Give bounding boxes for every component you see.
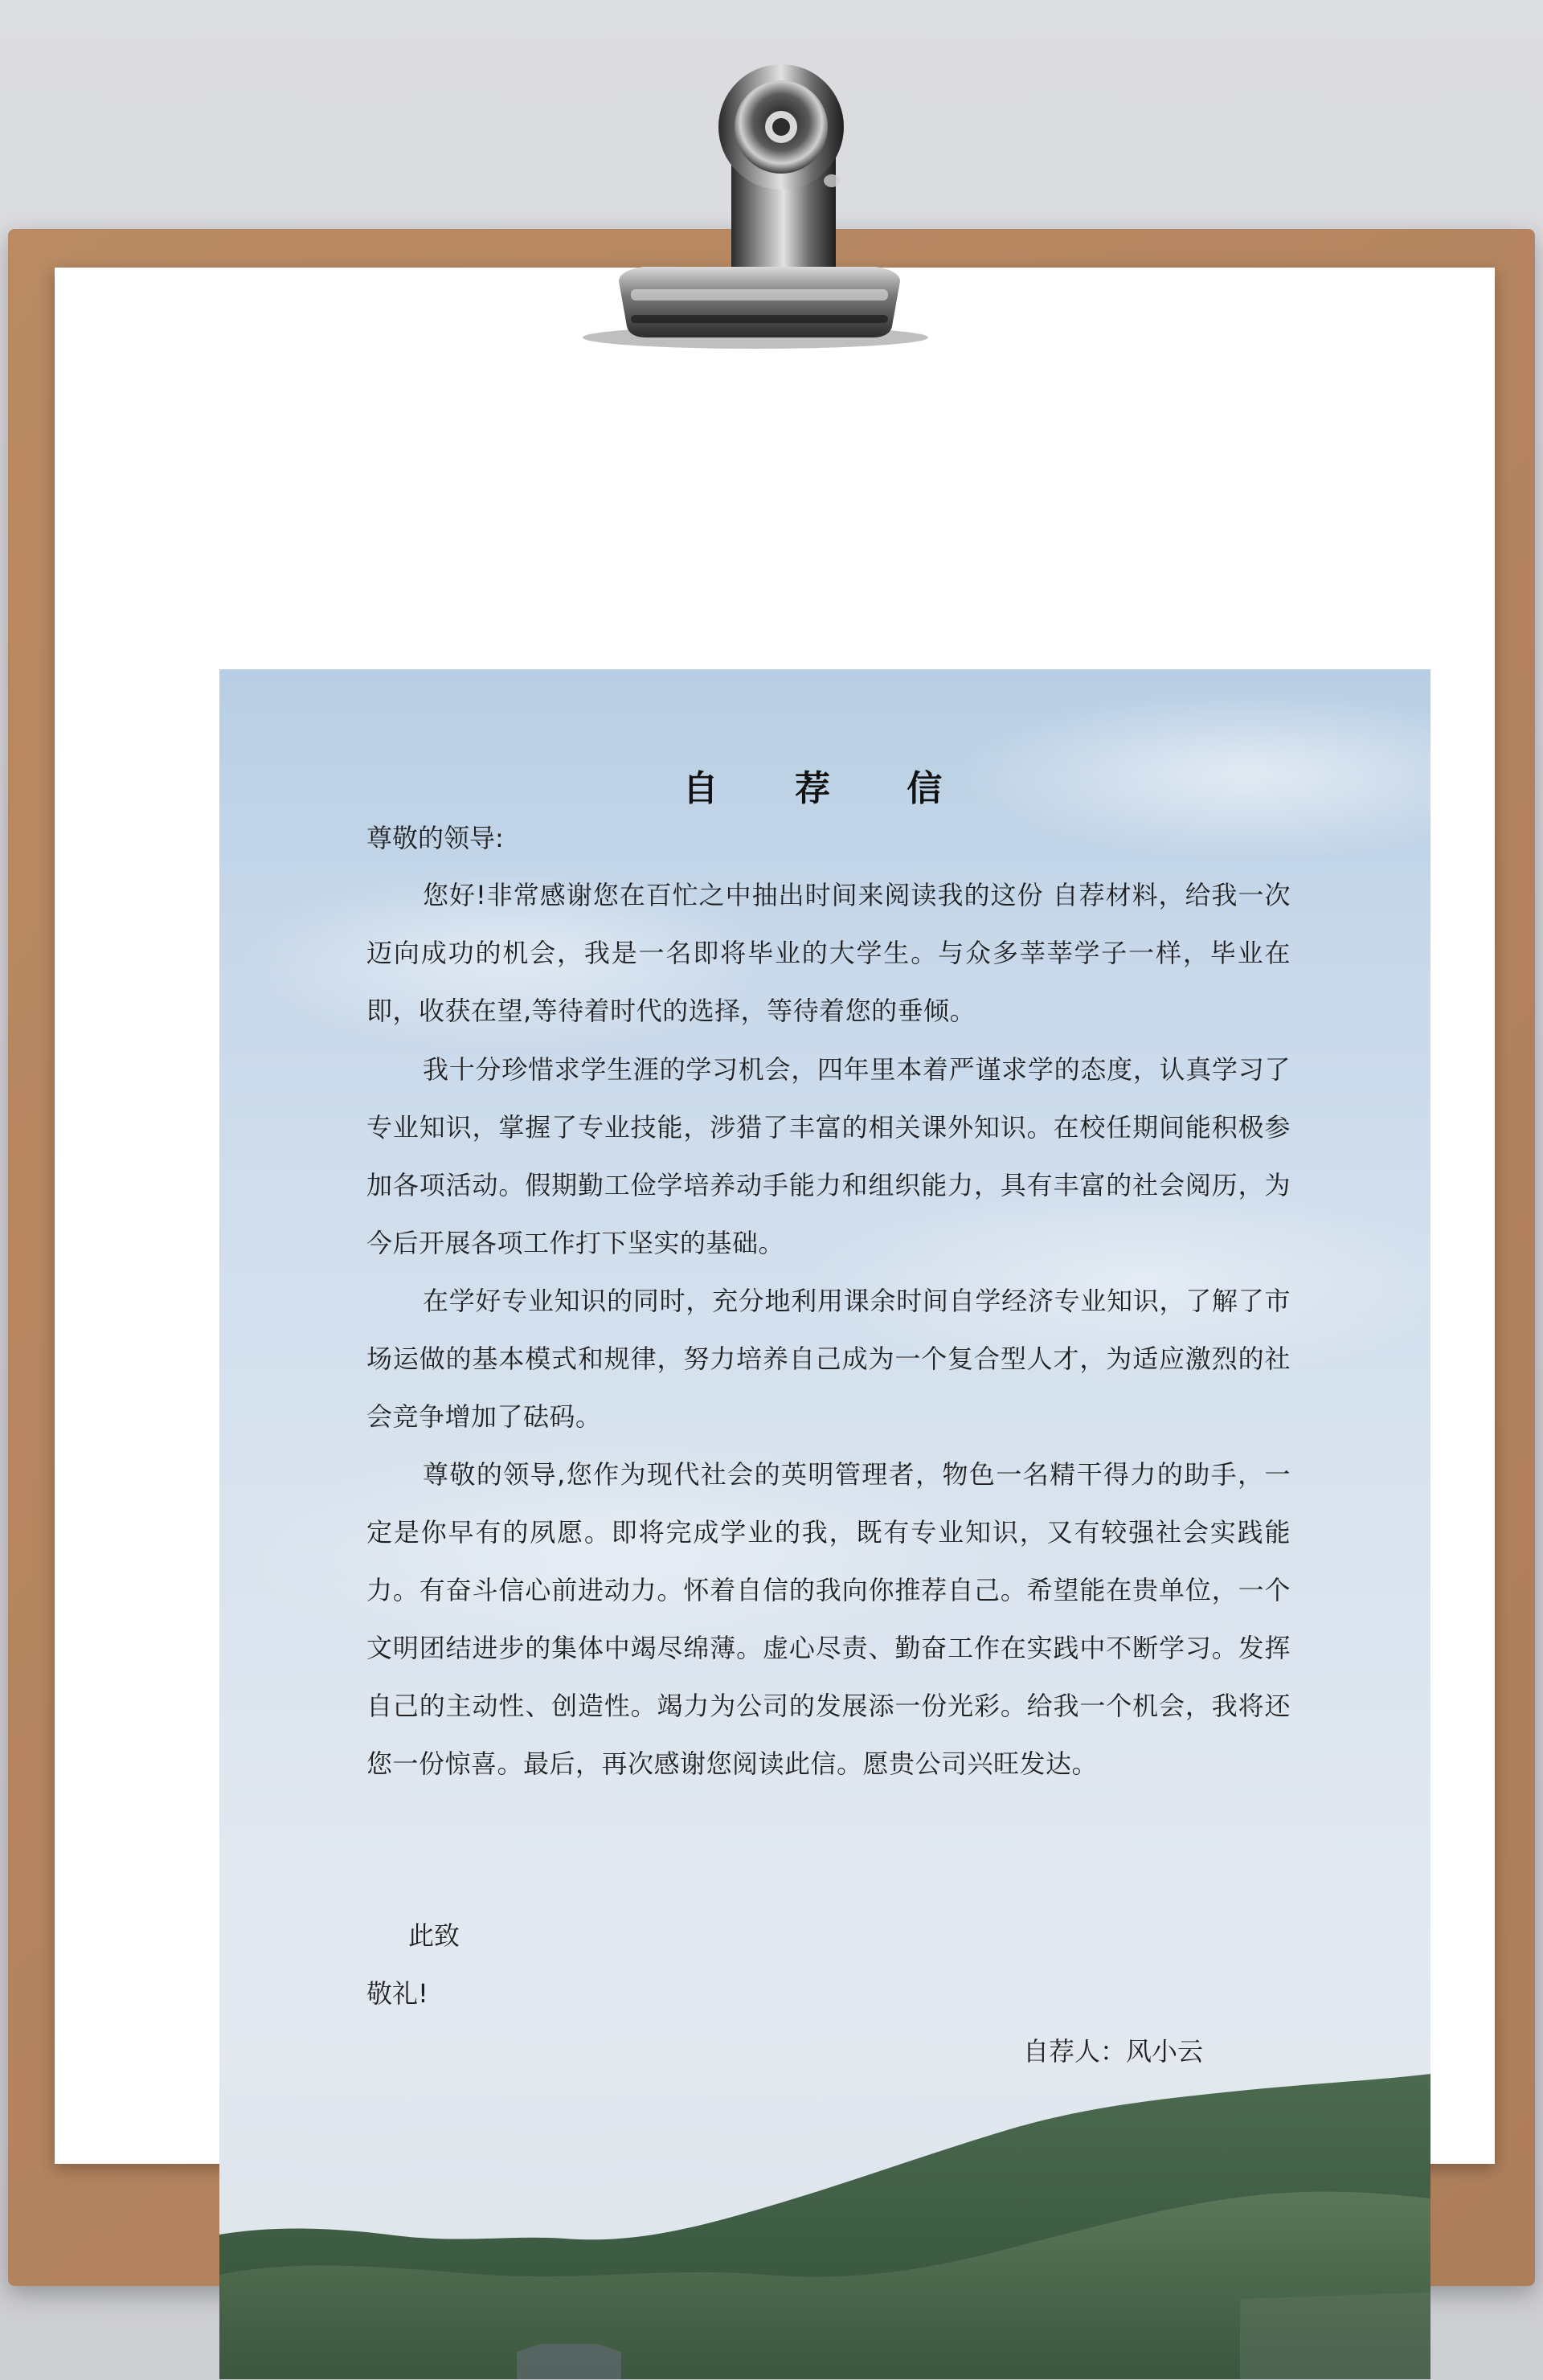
- letter-page: [219, 669, 1430, 2379]
- paper-sheet: [55, 268, 1495, 2164]
- paragraph-3: 在学好专业知识的同时，充分地利用课余时间自学经济专业知识，了解了市场运做的基本模式和规律，努力培养自己成为一个复合型人才，为适应激烈的社会竞争增加了砝码。: [366, 1286, 1291, 1432]
- binder-clip-icon: [563, 48, 948, 354]
- signature: 自荐人：风小云: [1023, 2036, 1204, 2067]
- closing-line-1: 此致: [408, 1920, 460, 1951]
- letter-title: 自 荐 信: [682, 768, 975, 809]
- mountain-landscape: [219, 2074, 1430, 2379]
- salutation: 尊敬的领导:: [366, 823, 504, 853]
- paragraph-2: 我十分珍惜求学生涯的学习机会，四年里本着严谨求学的态度，认真学习了专业知识，掌握了专业技能，涉猎了丰富的相关课外知识。在校任期间能积极参加各项活动。假期勤工俭学培养动手能力和组织能力，具有丰富的社会阅历，为今后开展各项工作打下坚实的基础。: [366, 1054, 1291, 1258]
- closing-line-2: 敬礼!: [366, 1978, 428, 2009]
- paragraph-4: 尊敬的领导,您作为现代社会的英明管理者，物色一名精干得力的助手，一定是你早有的夙愿。即将完成学业的我，既有专业知识，又有较强社会实践能力。有奋斗信心前进动力。怀着自信的我向你推荐自己。希望能在贵单位，一个文明团结进步的集体中竭尽绵薄。虚心尽责、勤奋工作在实践中不断学习。发挥自己的主动性、创造性。竭力为公司的发展添一份光彩。给我一个机会，我将还您一份惊喜。最后，再次感谢您阅读此信。愿贵公司兴旺发达。: [366, 1459, 1291, 1779]
- paragraph-1: 您好!非常感谢您在百忙之中抽出时间来阅读我的这份 自荐材料，给我一次迈向成功的机会，我是一名即将毕业的大学生。与众多莘莘学子一样，毕业在即，收获在望,等待着时代的选择，等待着您的垂倾。: [366, 880, 1291, 1026]
